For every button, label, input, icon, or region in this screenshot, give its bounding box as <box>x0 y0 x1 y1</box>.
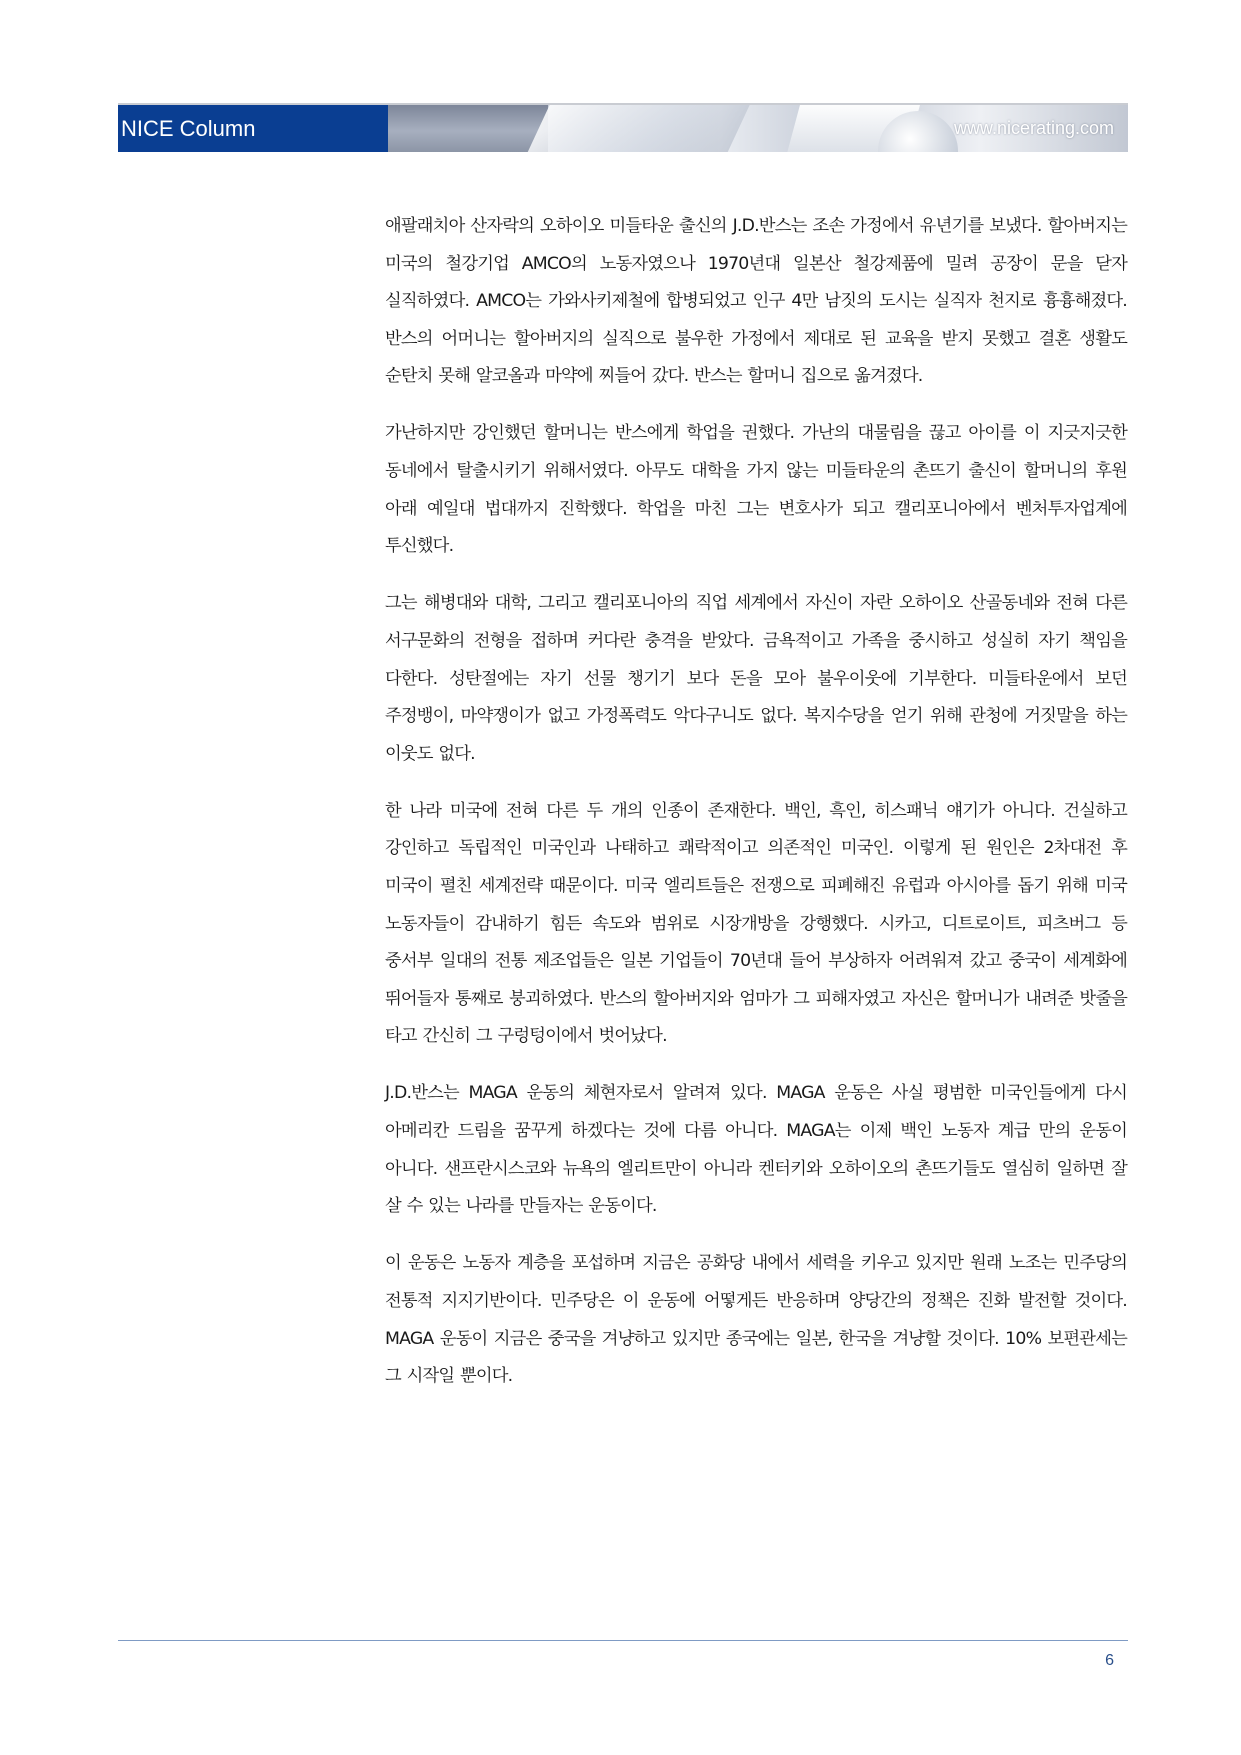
banner-decoration <box>388 105 548 152</box>
article-paragraph: 그는 해병대와 대학, 그리고 캘리포니아의 직업 세계에서 자신이 자란 오하이오 산골동네와 전혀 다른 서구문화의 전형을 접하며 커다란 충격을 받았다. 금욕적이고 가족을 중시하고 성실히 자기 책임을 다한다. 성탄절에는 자기 선물 챙기기 보다 돈을 모아 불우이웃에 기부한다. 미들타운에서 보던 주정뱅이, 마약쟁이가 없고 가정폭력도 악다구니도 없다. 복지수당을 얻기 위해 관청에 거짓말을 하는 이웃도 없다. <box>385 593 1127 764</box>
header-banner-image <box>388 105 1128 152</box>
article-paragraph: J.D.반스는 MAGA 운동의 체현자로서 알려져 있다. MAGA 운동은 사실 평범한 미국인들에게 다시 아메리칸 드림을 꿈꾸게 하겠다는 것에 다름 아니다. MAGA는 이제 백인 노동자 계급 만의 운동이 아니다. 샌프란시스코와 뉴욕의 엘리트만이 아니라 켄터키와 오하이오의 촌뜨기들도 열심히 일하면 잘 살 수 있는 나라를 만들자는 운동이다. <box>385 1083 1127 1217</box>
header-title: NICE Column <box>118 105 388 152</box>
banner-decoration <box>522 105 755 152</box>
page-header <box>118 105 1128 152</box>
article-body <box>385 208 1127 1415</box>
page-number: 6 <box>1105 1652 1114 1669</box>
header-url: www.nicerating.com <box>953 118 1114 138</box>
article-paragraph: 가난하지만 강인했던 할머니는 반스에게 학업을 권했다. 가난의 대물림을 끊고 아이를 이 지긋지긋한 동네에서 탈출시키기 위해서였다. 아무도 대학을 가지 않는 미들타운의 촌뜨기 출신이 할머니의 후원 아래 예일대 법대까지 진학했다. 학업을 마친 그는 변호사가 되고 캘리포니아에서 벤처투자업계에 투신했다. <box>385 423 1127 557</box>
article-paragraph: 애팔래치아 산자락의 오하이오 미들타운 출신의 J.D.반스는 조손 가정에서 유년기를 보냈다. 할아버지는 미국의 철강기업 AMCO의 노동자였으나 1970년대 일본산 철강제품에 밀려 공장이 문을 닫자 실직하였다. AMCO는 가와사키제철에 합병되었고 인구 4만 남짓의 도시는 실직자 천지로 흉흉해졌다. 반스의 어머니는 할아버지의 실직으로 불우한 가정에서 제대로 된 교육을 받지 못했고 결혼 생활도 순탄치 못해 알코올과 마약에 찌들어 갔다. 반스는 할머니 집으로 옮겨졌다. <box>385 216 1127 387</box>
article-paragraph: 이 운동은 노동자 계층을 포섭하며 지금은 공화당 내에서 세력을 키우고 있지만 원래 노조는 민주당의 전통적 지지기반이다. 민주당은 이 운동에 어떻게든 반응하며 양당간의 정책은 진화 발전할 것이다. MAGA 운동이 지금은 중국을 겨냥하고 있지만 종국에는 일본, 한국을 겨냥할 것이다. 10% 보편관세는 그 시작일 뿐이다. <box>385 1253 1127 1387</box>
footer-rule <box>118 1640 1128 1641</box>
article-paragraph: 한 나라 미국에 전혀 다른 두 개의 인종이 존재한다. 백인, 흑인, 히스패닉 얘기가 아니다. 건실하고 강인하고 독립적인 미국인과 나태하고 쾌락적이고 의존적인 미국인. 이렇게 된 원인은 2차대전 후 미국이 펼친 세계전략 때문이다. 미국 엘리트들은 전쟁으로 피폐해진 유럽과 아시아를 돕기 위해 미국 노동자들이 감내하기 힘든 속도와 범위로 시장개방을 강행했다. 시카고, 디트로이트, 피츠버그 등 중서부 일대의 전통 제조업들은 일본 기업들이 70년대 들어 부상하자 어려워져 갔고 중국이 세계화에 뛰어들자 통째로 붕괴하였다. 반스의 할아버지와 엄마가 그 피해자였고 자신은 할머니가 내려준 밧줄을 타고 간신히 그 구렁텅이에서 벗어났다. <box>385 800 1127 1047</box>
